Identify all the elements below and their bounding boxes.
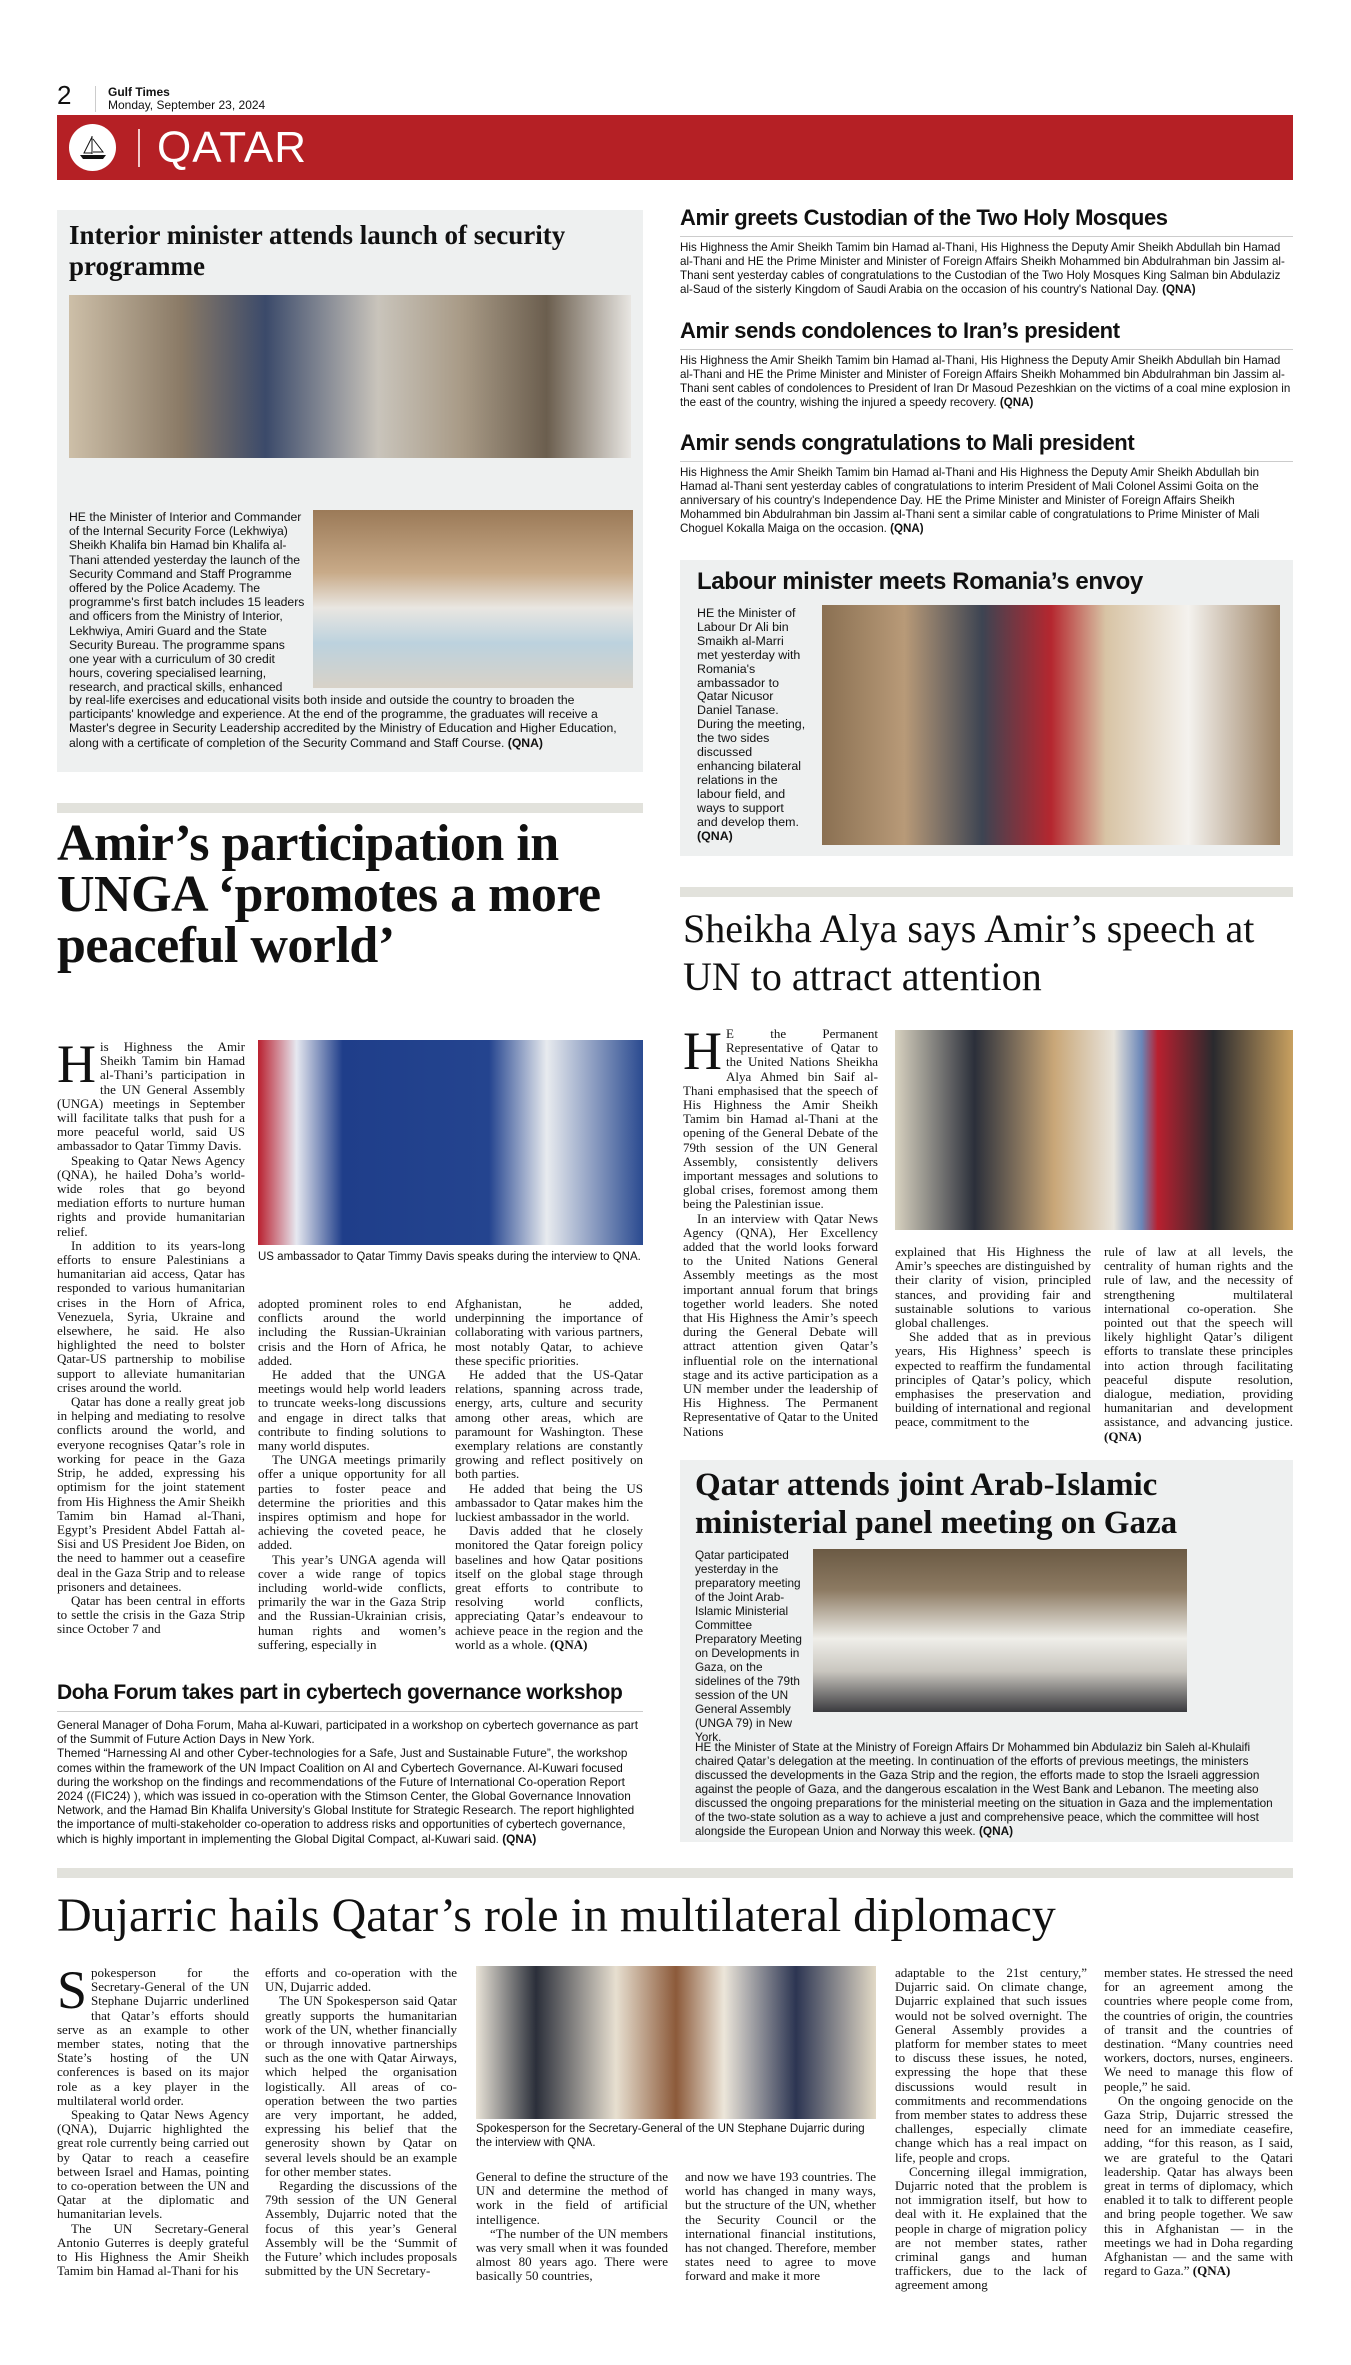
paragraph: [476, 2227, 668, 2284]
headline: Sheikha Alya says Amir’s speech at UN to attract attention: [683, 906, 1255, 999]
article-body: [69, 693, 635, 750]
paragraph: [258, 1368, 446, 1453]
body-text: pokesperson for the Secretary-General of the UN Stephane Dujarric underlined that Qatar’s efforts should serve as an example to other member states, noting that the State’s hosting of the UN conferences is based on its major role as a key player in the multilateral world order.: [57, 1965, 249, 2108]
paragraph: [895, 1966, 1087, 2165]
paragraph: [455, 1482, 643, 1525]
body-text: On the ongoing genocide on the Gaza Strip, Dujarric stressed the need for an immediate ceasefire, adding, “for this reason, as I said, we are grateful to the Qatari leadership. Qatar has always been great in terms of diplomacy, which enabled it to talk to different people and bring people together. We saw this in Afghanistan — in the meetings we had in Doha regarding Afghanistan — and the same with regard to Gaza.”: [1104, 2092, 1293, 2279]
paragraph: [265, 1966, 457, 1994]
body-text: Concerning illegal immigration, Dujarric noted that the problem is not immigration itself, but how to deal with it. He explained that the people in charge of migration policy are not member states, rather criminal gangs and human traffickers, due to the lack of agreement among: [895, 2163, 1087, 2293]
body-text: is Highness the Amir Sheikh Tamim bin Hamad al-Thani’s participation in the UN General Assembly (UNGA) meetings in September will facilitate talks that push for a more peaceful world, said US ambassador to Qatar Timmy Davis.: [57, 1039, 245, 1154]
body-text: He added that the US-Qatar relations, spanning across trade, energy, arts, culture and security among other areas, which are paramount for Washington. These exemplary relations are constantly growing and reflect positively on both parties.: [455, 1367, 643, 1482]
body-text: HE the Minister of Labour Dr Ali bin Smaikh al-Marri met yesterday with Romania's ambassador to Qatar Nicusor Daniel Tanase. During the meeting, the two sides discussed enhancing bilateral relations in the labour field, and ways to support and develop them.: [697, 606, 806, 829]
banner-divider: [138, 129, 140, 167]
paragraph: [258, 1453, 446, 1552]
photo-caption: Spokesperson for the Secretary-General of the UN Stephane Dujarric during the interview with QNA.: [476, 2123, 865, 2149]
brief-item: [680, 205, 1293, 318]
paragraph: [265, 1994, 457, 2179]
body-text: HE the Minister of State at the Ministry of Foreign Affairs Dr Mohammed bin Abdulaziz bin Saleh al-Khulaifi chaired Qatar’s delegation at the meeting. In continuation of the efforts of previous meetings, the ministers discussed the developments in the Gaza Strip and the region, the efforts made to stop the Israeli aggression against the people of Gaza, and the dangerous escalation in the West Bank and Lebanon. The meeting also discussed the ongoing preparations for the ministerial meeting on the situation in Gaza and the implementation of the two-state solution as a way to achieve a just and comprehensive peace, which the committee will host alongside the European Union and Norway this week.: [695, 1740, 1273, 1838]
headline: Amir sends congratulations to Mali president: [680, 430, 1293, 462]
paragraph: [455, 1524, 643, 1652]
headline: Amir sends condolences to Iran’s president: [680, 318, 1293, 350]
article-column: [1104, 1966, 1293, 2278]
paragraph: [685, 2170, 876, 2284]
paragraph: [57, 1154, 245, 1239]
body-text: rule of law at all levels, the centrality of human rights and the rule of law, and the necessity of strengthening multilateral international co-operation. She pointed out that the speech will likely highlight Qatar’s diligent efforts to translate these principles into action through facilitating peaceful dispute resolution, dialogue, mediation, providing humanitarian and development assistance, and advancing justice.: [1104, 1244, 1293, 1430]
article-column: [683, 1021, 878, 1439]
headline: Qatar attends joint Arab-Islamic ministerial panel meeting on Gaza: [695, 1467, 1178, 1541]
article-column: [685, 2170, 876, 2284]
body-text: efforts and co-operation with the UN, Dujarric added.: [265, 1965, 457, 1995]
body-text: member states. He stressed the need for an agreement among the countries where people come from, the countries of origin, the countries of transit and the countries of destination. “Many countries need workers, doctors, nurses, engineers. We need to manage this flow of people,” he said.: [1104, 1965, 1293, 2094]
briefs-column: [680, 205, 1293, 536]
headline: Dujarric hails Qatar’s role in multilateral diplomacy: [57, 1889, 1056, 1942]
paragraph: [455, 1368, 643, 1482]
drop-cap: H: [683, 1021, 722, 1081]
issue-date: Monday, September 23, 2024: [108, 98, 266, 112]
brief-body: [680, 466, 1293, 536]
body-text: adopted prominent roles to end conflicts around the world including the Russian-Ukrainian crisis and the Horn of Africa, he added.: [258, 1296, 446, 1368]
photo-meeting: [822, 605, 1280, 845]
headline: Amir’s participation in UNGA ‘promotes a more peaceful world’: [57, 815, 601, 974]
page-number: 2: [57, 80, 72, 110]
paragraph: [1104, 1245, 1293, 1444]
article-lead: HE the Minister of Interior and Commander of the Internal Security Force (Lekhwiya) Sheikh Khalifa bin Hamad bin Khalifa al-Thani attended yesterday the launch of the Security Command and Staff Programme offered by the Police Academy. The programme's first batch includes 15 leaders and officers from the Ministry of Interior, Lekhwiya, Amiri Guard and the State Security Bureau. The programme spans one year with a curriculum of 30 credit hours, covering specialised learning, research, and practical skills, enhanced: [69, 510, 305, 695]
paragraph: [57, 1960, 249, 2108]
doha-forum-article: [57, 1680, 643, 1846]
paragraph: [1104, 1966, 1293, 2094]
body-text: The UN Spokesperson said Qatar greatly supports the humanitarian work of the UN, whether financially or through innovative partnerships such as the one with Qatar Airways, which helped the organisation logistically. All areas of co-operation between the two parties are very important, he added, expressing his belief that the generosity shown by Qatar on several levels should be an example for other member states.: [265, 1993, 457, 2179]
photo-ambassador: [258, 1040, 643, 1245]
photo-interview: [895, 1030, 1293, 1230]
body-text: His Highness the Amir Sheikh Tamim bin Hamad al-Thani, His Highness the Deputy Amir Sheikh Abdullah bin Hamad al-Thani and HE the Prime Minister and Minister of Foreign Affairs Sheikh Mohammed bin Abdulrahman bin Jassim al-Thani sent cables of condolences to President of Iran Dr Masoud Pezeshkian on the victims of a coal mine explosion in the east of the country, wishing the injured a speedy recovery.: [680, 354, 1291, 409]
article-column: [455, 1297, 643, 1652]
interior-article: [57, 210, 643, 772]
brief-body: [680, 241, 1293, 297]
headline: Amir greets Custodian of the Two Holy Mosques: [680, 205, 1293, 237]
signoff: (QNA): [1104, 1428, 1142, 1444]
signoff: (QNA): [549, 1636, 588, 1652]
body-text: The UNGA meetings primarily offer a unique opportunity for all parties to foster peace and determine the priorities and this inspires optimism and hope for achieving the coveted peace, he added.: [258, 1452, 446, 1553]
body-text: He added that the UNGA meetings would help world leaders to truncate weeks-long discussions and engage in direct talks that contribute to finding solutions to many world disputes.: [258, 1367, 446, 1454]
body-text: adaptable to the 21st century,” Dujarric said. On climate change, Dujarric explained that such issues would not be solved overnight. The General Assembly provides a platform for member states to meet to discuss these issues, he noted, expressing the hope that these discussions would result in commitments and recommendations from member states to address these challenges, especially climate change which has a real impact on life, people and crops.: [895, 1965, 1087, 2165]
body-text: Qatar has done a really great job in helping and mediating to resolve conflicts around the world, and everyone recognises Qatar’s role in working for peace in the Gaza Strip, he added, expressing his optimism for the joint statement from His Highness the Amir Sheikh Tamim bin Hamad al-Thani, Egypt’s President Abdel Fattah al-Sisi and US President Joe Biden, on the need to hammer out a ceasefire deal in the Gaza Strip and to release prisoners and detainees.: [57, 1394, 245, 1594]
dhow-logo-icon: [69, 124, 116, 171]
headline: Labour minister meets Romania’s envoy: [697, 568, 1143, 595]
brief-item: [680, 430, 1293, 536]
body-text: Davis added that he closely monitored the Qatar foreign policy baselines and how Qatar positions itself on the global stage through great efforts to contribute to resolving world conflicts, appreciating Qatar’s endeavour to achieve peace in the region and the world as a whole.: [455, 1523, 643, 1652]
article-column: [265, 1966, 457, 2278]
body-text: Themed “Harnessing AI and other Cyber-technologies for a Safe, Just and Sustainable Future”, the workshop comes within the framework of the UN Impact Coalition on AI and Cybertech Governance. Al-Kuwari focused during the workshop on the findings and recommendations of the Future of International Co-operation Report 2024 ((FIC24) ), which was issued in co-operation with the Stimson Center, the Global Governance Innovation Network, and the Hamad Bin Khalifa University’s Global Institute for Strategic Research. The report highlighted the importance of multi-stakeholder co-operation to address risks and opportunities of cybertech governance, which is highly important in implementing the Global Digital Compact, al-Kuwari said.: [57, 1746, 635, 1846]
signoff: (QNA): [507, 735, 543, 750]
paragraph: [57, 2108, 249, 2222]
drop-cap: S: [57, 1960, 88, 2020]
signoff: (QNA): [1192, 2263, 1231, 2279]
body-text: “The number of the UN members was very small when it was founded almost 80 years ago. There were basically 50 countries,: [476, 2225, 668, 2284]
body-text: His Highness the Amir Sheikh Tamim bin Hamad al-Thani, His Highness the Deputy Amir Sheikh Abdullah bin Hamad al-Thani and HE the Prime Minister and Minister of Foreign Affairs Sheikh Mohammed bin Abdulrahman bin Jassim al-Thani sent yesterday cables of congratulations to the Custodian of the Two Holy Mosques King Salman bin Abdulaziz al-Saud of the sisterly Kingdom of Saudi Arabia on the occasion of his country's National Day.: [680, 241, 1285, 296]
paragraph: [455, 1297, 643, 1368]
section-title: QATAR: [157, 123, 308, 172]
photo-ceremony: [313, 510, 633, 688]
paragraph: [57, 1034, 245, 1154]
headline: Doha Forum takes part in cybertech governance workshop: [57, 1680, 643, 1712]
article-lead: Qatar participated yesterday in the preparatory meeting of the Joint Arab-Islamic Ministerial Committee Preparatory Meeting on Developments in Gaza, on the sidelines of the 79th session of the UN General Assembly (UNGA 79) in New York.: [695, 1548, 802, 1744]
body-text: Regarding the discussions of the 79th session of the UN General Assembly, Dujarric noted that the focus of this year’s General Assembly will be the ‘Summit of the Future’ which includes proposals submitted by the UN Secretary-: [265, 2178, 457, 2279]
signoff: (QNA): [1162, 283, 1196, 296]
labour-article: [680, 560, 1293, 856]
article-column: [57, 1034, 245, 1637]
article-column: [1104, 1245, 1293, 1444]
brief-item: [680, 318, 1293, 430]
paragraph: [258, 1297, 446, 1368]
divider: [95, 86, 96, 112]
photo-officers: [69, 295, 631, 458]
body-text: General to define the structure of the UN and determine the method of work in the field of artificial intelligence.: [476, 2169, 668, 2227]
article-column: [476, 2170, 668, 2284]
paragraph: [683, 1021, 878, 1212]
paragraph: [57, 1594, 245, 1637]
paragraph: [57, 1239, 245, 1395]
signoff: (QNA): [978, 1824, 1014, 1838]
body-text: Afghanistan, he added, underpinning the importance of collaborating with various partners, most notably Qatar, to achieve these specific priorities.: [455, 1296, 643, 1368]
photo-dujarric: [476, 1966, 876, 2119]
signoff: (QNA): [697, 828, 733, 843]
body-text: In addition to its years-long efforts to ensure Palestinians a humanitarian aid access, Qatar has responded to various humanitarian crises in the Horn of Africa, Venezuela, Syria, Ukraine and elsewhere, he said. He also highlighted the need to bolster Qatar-US partnership to mobilise support to alleviate humanitarian crises around the world.: [57, 1237, 245, 1395]
article-body: [695, 1740, 1285, 1838]
body-text: and now we have 193 countries. The world has changed in many ways, but the structure of the UN, whether the Security Council or the international financial institutions, has not changed. Therefore, member states need to agree to move forward and make it more: [685, 2169, 876, 2284]
paragraph: General Manager of Doha Forum, Maha al-Kuwari, participated in a workshop on cybertech governance as part of the Summit of Future Action Days in New York.: [57, 1718, 638, 1747]
signoff: (QNA): [890, 522, 924, 535]
section-banner: [57, 115, 1293, 180]
body-text: The UN Secretary-General Antonio Guterres is deeply grateful to His Highness the Amir Sheikh Tamim bin Hamad al-Thani for his: [57, 2220, 249, 2279]
paragraph: [57, 1746, 643, 1845]
drop-cap: H: [57, 1034, 96, 1094]
separator: [57, 803, 643, 813]
brief-body: [680, 354, 1293, 410]
signoff: (QNA): [502, 1831, 537, 1846]
article-column: [895, 1245, 1091, 1430]
gaza-panel-article: [680, 1460, 1293, 1842]
paragraph: [895, 1245, 1091, 1330]
signoff: (QNA): [999, 396, 1034, 409]
body-text: explained that His Highness the Amir’s speeches are distinguished by their clarity of vision, principled stances, and providing fair and sustainable solutions to various global challenges.: [895, 1244, 1091, 1331]
publication-name: Gulf Times: [108, 85, 170, 99]
paragraph: [57, 2222, 249, 2279]
article-body: [57, 1718, 643, 1846]
article-column: [895, 1966, 1087, 2293]
body-text: He added that being the US ambassador to Qatar makes him the luckiest ambassador in the world.: [455, 1480, 643, 1525]
body-text: In an interview with Qatar News Agency (QNA), Her Excellency added that the world looks forward to the United Nations General Assembly meetings as the most important annual forum that brings together world leaders. She noted that His Highness the Amir’s speech during the General Debate will attract attention given Qatar’s influential role on the international stage and its active participation as a UN member under the leadership of His Highness. The Permanent Representative of Qatar to the United Nations: [683, 1210, 878, 1439]
headline: Interior minister attends launch of security programme: [69, 220, 566, 281]
paragraph: [1104, 2094, 1293, 2279]
body-text: His Highness the Amir Sheikh Tamim bin Hamad al-Thani and His Highness the Deputy Amir Sheikh Abdullah bin Hamad al-Thani sent yesterday cables of congratulations to interim President of Mali Colonel Assimi Goita on the anniversary of his country's Independence Day. HE the Prime Minister and Minister of Foreign Affairs Sheikh Mohammed bin Abdulrahman bin Jassim al-Thani sent a similar cable of congratulations to Prime Minister of Mali Choguel Kokalla Maiga on the occasion.: [680, 466, 1260, 535]
article-column: [258, 1297, 446, 1652]
separator: [57, 1868, 1293, 1878]
paragraph: [57, 1395, 245, 1594]
photo-ministerial-meeting: [813, 1549, 1187, 1712]
body-text: She added that as in previous years, His Highness’ speech is expected to reaffirm the fundamental principles of Qatar’s policy, which emphasises the preservation and building of international and regional peace, commitment to the: [895, 1329, 1091, 1430]
body-text: Speaking to Qatar News Agency (QNA), Dujarric highlighted the great role currently being carried out by Qatar to reach a ceasefire between Israel and Hamas, pointing to co-operation between the UN and Qatar at the diplomatic and humanitarian levels.: [57, 2107, 249, 2222]
body-text: Speaking to Qatar News Agency (QNA), he hailed Doha’s world-wide roles that go beyond mediation efforts to nurture human rights and provide humanitarian relief.: [57, 1152, 245, 1239]
paragraph: [895, 2165, 1087, 2293]
body-text: E the Permanent Representative of Qatar to the United Nations Sheikha Alya Ahmed bin Saif al-Thani emphasised that the speech of His Highness the Amir Sheikh Tamim bin Hamad al-Thani at the opening of the General Debate of the 79th session of the UN General Assembly, consistently delivers important messages and solutions to global crises, foremost among them being the Palestinian issue.: [683, 1026, 878, 1212]
separator: [680, 887, 1293, 897]
body-text: Qatar has been central in efforts to settle the crisis in the Gaza Strip since October 7 and: [57, 1592, 245, 1637]
paragraph: [265, 2179, 457, 2278]
article-column: [57, 1960, 249, 2279]
paragraph: [258, 1553, 446, 1652]
photo-caption: US ambassador to Qatar Timmy Davis speaks during the interview to QNA.: [258, 1251, 641, 1263]
article-body: [697, 607, 807, 843]
paragraph: [476, 2170, 668, 2227]
paragraph: [683, 1212, 878, 1439]
body-text: This year’s UNGA agenda will cover a wide range of topics including world-wide conflicts, primarily the war in the Gaza Strip and the Russian-Ukrainian crisis, human rights and women’s suffering, especially in: [258, 1551, 446, 1652]
paragraph: [895, 1330, 1091, 1429]
body-text: by real-life exercises and educational visits both inside and outside the country to broaden the participants' knowledge and experience. At the end of the programme, the graduates will receive a Master's degree in Security Leadership accredited by the Ministry of Education and Higher Education, along with a certificate of completion of the Security Command and Staff Course.: [69, 693, 617, 750]
